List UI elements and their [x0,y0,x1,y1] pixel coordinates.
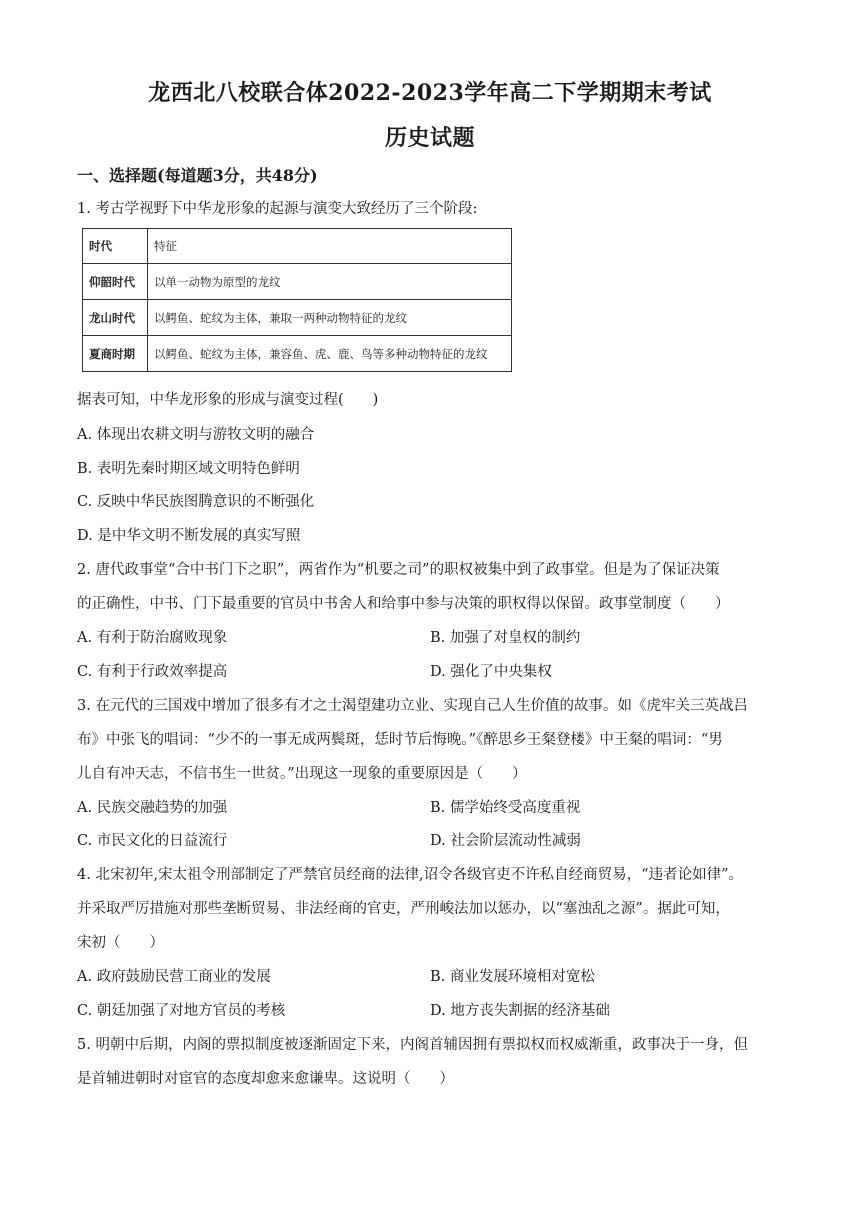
q4-line-1: 4. 北宋初年,宋太祖令刑部制定了严禁官员经商的法律,诏令各级官吏不许私自经商贸易，“违者论如律”。 [77,867,743,883]
q1-option-a: A. 体现出农耕文明与游牧文明的融合 [77,427,315,443]
table-cell-feature: 以单一动物为原型的龙纹 [148,264,512,300]
q3-option-d: D. 社会阶层流动性减弱 [430,833,581,849]
table-header-cell: 特征 [148,229,512,264]
table-row [83,264,512,300]
q5-line-1: 5. 明朝中后期，内阁的票拟制度被逐渐固定下来，内阁首辅因拥有票拟权而权威渐重，政事决于一身，但 [77,1037,748,1053]
table-cell-era: 龙山时代 [83,300,148,336]
table-header-row [83,229,512,264]
q1-option-c: C. 反映中华民族图腾意识的不断强化 [77,494,315,510]
q4-option-b: B. 商业发展环境相对宽松 [430,969,595,985]
q1-option-d: D. 是中华文明不断发展的真实写照 [77,528,301,544]
q1-table [82,228,512,372]
q3-option-c: C. 市民文化的日益流行 [77,833,228,849]
table-header-cell: 时代 [83,229,148,264]
table-cell-era: 仰韶时代 [83,264,148,300]
q2-option-b: B. 加强了对皇权的制约 [430,630,581,646]
q4-option-c: C. 朝廷加强了对地方官员的考核 [77,1003,286,1019]
q1-stem: 1. 考古学视野下中华龙形象的起源与演变大致经历了三个阶段: [77,201,478,217]
q2-line-1: 2. 唐代政事堂“合中书门下之职”，两省作为“机要之司”的职权被集中到了政事堂。但是为了保证决策 [77,562,720,578]
q3-option-a: A. 民族交融趋势的加强 [77,800,228,816]
table-cell-feature: 以鳄鱼、蛇纹为主体，兼取一两种动物特征的龙纹 [148,300,512,336]
q4-option-a: A. 政府鼓励民营工商业的发展 [77,969,271,985]
q2-line-2: 的正确性，中书、门下最重要的官员中书舍人和给事中参与决策的职权得以保留。政事堂制度（ ） [77,596,730,612]
q2-option-c: C. 有利于行政效率提高 [77,664,228,680]
q4-line-2: 并采取严厉措施对那些垄断贸易、非法经商的官吏，严刑峻法加以惩办，以“塞浊乱之源”。据此可知， [77,901,730,917]
q3-line-3: 儿自有冲天志，不信书生一世贫。”出现这一现象的重要原因是（ ） [77,766,527,782]
table-row [83,300,512,336]
q3-option-b: B. 儒学始终受高度重视 [430,800,581,816]
section-heading: 一、选择题(每道题3分，共48分) [77,166,318,185]
q5-line-2: 是首辅进朝时对宦官的态度却愈来愈谦卑。这说明（ ） [77,1071,454,1087]
exam-subtitle: 历史试题 [384,125,475,151]
table-row [83,336,512,372]
q1-option-b: B. 表明先秦时期区域文明特色鲜明 [77,461,300,477]
q2-option-a: A. 有利于防治腐败现象 [77,630,228,646]
exam-title: 龙西北八校联合体2022-2023学年高二下学期期末考试 [148,80,712,106]
q3-line-1: 3. 在元代的三国戏中增加了很多有才之士渴望建功立业、实现自己人生价值的故事。如《虎牢关三英战吕 [77,698,748,714]
q1-question: 据表可知，中华龙形象的形成与演变过程( ) [77,392,379,408]
table-cell-feature: 以鳄鱼、蛇纹为主体，兼容鱼、虎、鹿、鸟等多种动物特征的龙纹 [148,336,512,372]
q4-option-d: D. 地方丧失割据的经济基础 [430,1003,610,1019]
q3-line-2: 布》中张飞的唱词：“少不的一事无成两鬓斑，恁时节后悔晚。”《醉思乡王粲登楼》中王粲的唱词：“男 [77,732,723,748]
table-cell-era: 夏商时期 [83,336,148,372]
q2-option-d: D. 强化了中央集权 [430,664,552,680]
q4-line-3: 宋初（ ） [77,935,164,951]
